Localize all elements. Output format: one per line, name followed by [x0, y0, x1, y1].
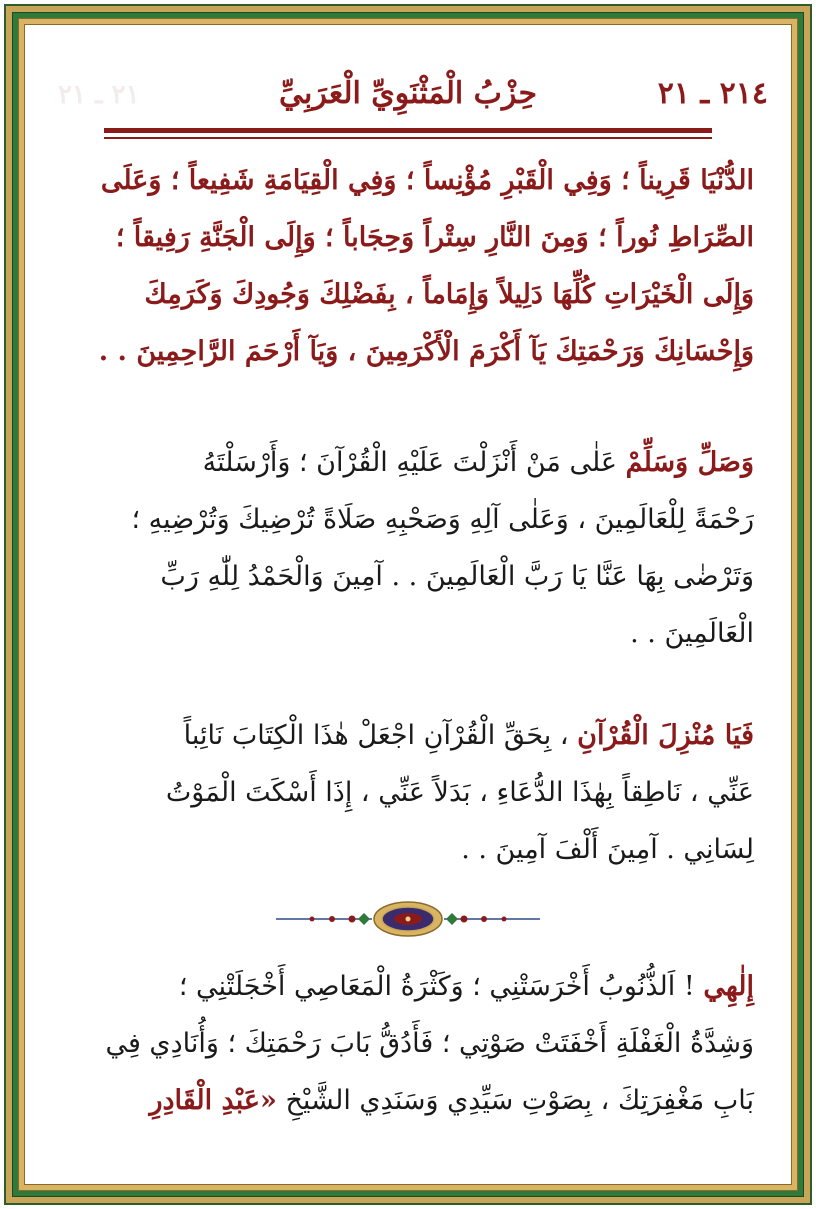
text-span: عَلٰى مَنْ أَنْزَلْتَ عَلَيْهِ الْقُرْآنَ ؛ وَأَرْسَلْتَهُ: [202, 447, 626, 478]
header-title: حِزْبُ الْمَثْنَوِيِّ الْعَرَبِيِّ: [279, 76, 537, 111]
text-line: لِسَانِي . آمِينَ أَلْفَ آمِينَ . .: [461, 834, 754, 865]
text-line: وَإِلَى الْخَيْرَاتِ كُلِّهَا دَلِيلاً وَإِمَاماً ، بِفَضْلِكَ وَجُودِكَ وَكَرَمِكَ: [144, 279, 754, 310]
text-line: وَتَرْضٰى بِهَا عَنَّا يَا رَبَّ الْعَالَمِينَ . . آمِينَ وَالْحَمْدُ لِلّٰهِ رَبِّ: [160, 561, 754, 592]
paragraph-lead: وَصَلِّ وَسَلِّمْ: [625, 447, 754, 478]
text-line: عَنِّي ، نَاطِقاً بِهٰذَا الدُّعَاءِ ، بَدَلاً عَنِّي ، إِذَا أَسْكَتَ الْمَوْتُ: [165, 777, 754, 808]
paragraph-1: [62, 152, 754, 380]
header-page-range: ٢١٤ ـ ٢١: [657, 76, 768, 111]
text-line: الْعَالَمِينَ . .: [630, 618, 754, 649]
text-line: رَحْمَةً لِلْعَالَمِينَ ، وَعَلٰى آلِهِ وَصَحْبِهِ صَلَاةً تُرْضِيكَ وَتُرْضِيهِ ؛: [131, 504, 754, 535]
ornament-divider: [272, 900, 544, 938]
header-ghost-numbers: ٢١ ـ ٢١: [58, 80, 140, 110]
text-line: [62, 707, 754, 764]
text-line: الصِّرَاطِ نُوراً ؛ وَمِنَ النَّارِ سِتْراً وَحِجَاباً ؛ وَإِلَى الْجَنَّةِ رَفِيقاً ؛: [115, 222, 754, 253]
paragraph-lead: فَيَا مُنْزِلَ الْقُرْآنِ: [577, 720, 754, 751]
text-line: وَإِحْسَانِكَ وَرَحْمَتِكَ يَآ أَكْرَمَ الْأَكْرَمِينَ ، وَيَآ أَرْحَمَ الرَّاحِمِينَ . .: [98, 336, 754, 367]
text-span: بَابِ مَغْفِرَتِكَ ، بِصَوْتِ سَيِّدِي وَسَنَدِي الشَّيْخِ: [276, 1085, 754, 1116]
header-rule-thick: [104, 128, 712, 133]
text-line: وَشِدَّةُ الْغَفْلَةِ أَخْفَتَتْ صَوْتِي ؛ فَأَدُقُّ بَابَ رَحْمَتِكَ ؛ وَأُنَادِي فِي: [105, 1028, 754, 1059]
text-span: ! اَلذُّنُوبُ أَخْرَسَتْنِي ؛ وَكَثْرَةُ الْمَعَاصِي أَخْجَلَتْنِي ؛: [178, 971, 704, 1002]
text-line: [62, 1072, 754, 1129]
paragraph-3: [62, 707, 754, 878]
header-rule-thin: [104, 137, 712, 139]
text-span: ، بِحَقِّ الْقُرْآنِ اجْعَلْ هٰذَا الْكِتَابَ نَائِباً: [183, 720, 578, 751]
paragraph-4: [62, 958, 754, 1129]
page-header: [28, 58, 788, 122]
text-line: الدُّنْيَا قَرِيناً ؛ وَفِي الْقَبْرِ مُؤْنِساً ؛ وَفِي الْقِيَامَةِ شَفِيعاً ؛ وَعَلَى: [100, 165, 754, 196]
text-line: [62, 434, 754, 491]
paragraph-2: [62, 434, 754, 662]
text-line: [62, 958, 754, 1015]
paragraph-lead: إِلٰهِي: [703, 971, 754, 1002]
highlighted-name: «عَبْدِ الْقَادِرِ: [149, 1085, 277, 1116]
